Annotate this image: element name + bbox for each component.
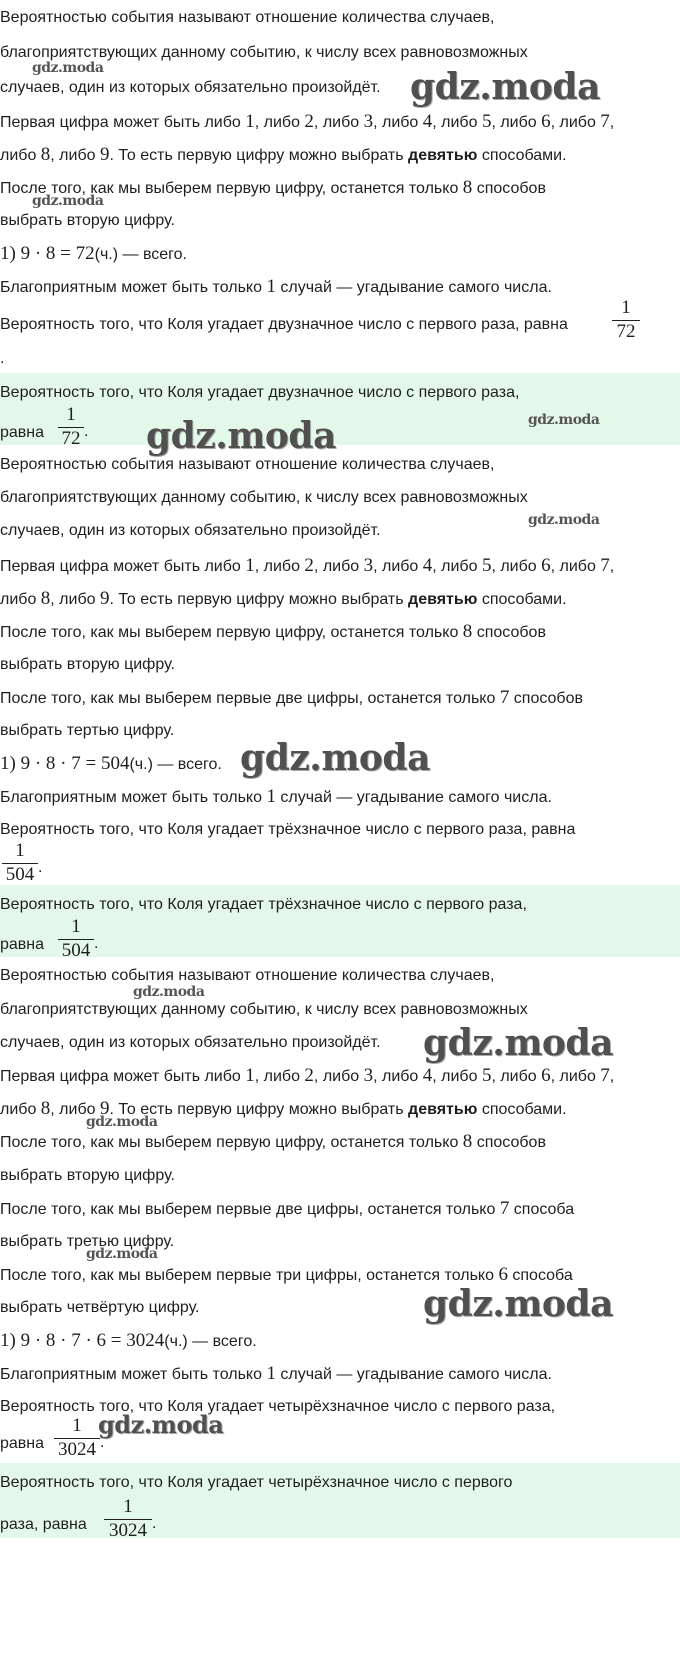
second-digit-line: После того, как мы выберем первую цифру, останется только 8 способов [0, 177, 546, 198]
calculation: 1) 9 · 8 · 7 · 6 = 3024(ч.) — всего. [0, 1330, 257, 1351]
nine-ways-line: либо 8, либо 9. То есть первую цифру можно выбрать девятью способами. [0, 588, 567, 609]
watermark: gdz.moda [32, 193, 104, 209]
definition-line-1: Вероятностью события называют отношение количества случаев, [0, 9, 495, 26]
watermark: gdz.moda [528, 412, 600, 428]
period: . [84, 423, 89, 440]
watermark: gdz.moda [86, 1114, 158, 1130]
answer-fraction: 1 504 [58, 917, 94, 961]
first-digit-line: Первая цифра может быть либо 1, либо 2, либо 3, либо 4, либо 5, либо 6, либо 7, [0, 111, 615, 132]
watermark: gdz.moda [86, 1246, 158, 1262]
definition-line-2: благоприятствующих данному событию, к числу всех равновозможных [0, 489, 528, 506]
answer-line-1: Вероятность того, что Коля угадает трёхзначное число с первого раза, [0, 896, 527, 913]
third-digit-line: После того, как мы выберем первые две цифры, останется только 7 способов [0, 687, 583, 708]
answer-box [0, 1463, 680, 1541]
period: . [38, 859, 43, 876]
nine-ways-line: либо 8, либо 9. То есть первую цифру можно выбрать девятью способами. [0, 144, 567, 165]
watermark: gdz.moda [240, 737, 430, 779]
probability-fraction: 1 3024 [54, 1416, 100, 1460]
third-digit-line-cont: выбрать третью цифру. [0, 1233, 175, 1250]
calculation: 1) 9 · 8 · 7 = 504(ч.) — всего. [0, 753, 222, 774]
fourth-digit-line: После того, как мы выберем первые три цифры, останется только 6 способа [0, 1264, 573, 1285]
second-digit-line-cont: выбрать вторую цифру. [0, 1167, 175, 1184]
definition-line-3: случаев, один из которых обязательно произойдёт. [0, 79, 381, 96]
watermark: gdz.moda [133, 984, 205, 1000]
answer-line-2: равна [0, 424, 45, 441]
definition-line-1: Вероятностью события называют отношение количества случаев, [0, 456, 495, 473]
third-digit-line-cont: выбрать тертью цифру. [0, 722, 175, 739]
definition-line-3: случаев, один из которых обязательно произойдёт. [0, 1034, 381, 1051]
first-digit-line: Первая цифра может быть либо 1, либо 2, либо 3, либо 4, либо 5, либо 6, либо 7, [0, 1065, 615, 1086]
nine-ways-line: либо 8, либо 9. То есть первую цифру можно выбрать девятью способами. [0, 1098, 567, 1119]
answer-line-2: равна [0, 936, 45, 953]
calculation: 1) 9 · 8 = 72(ч.) — всего. [0, 243, 187, 264]
definition-line-3: случаев, один из которых обязательно произойдёт. [0, 522, 381, 539]
answer-fraction: 1 72 [58, 405, 84, 449]
answer-fraction: 1 3024 [104, 1497, 152, 1541]
watermark: gdz.moda [423, 1022, 613, 1064]
answer-line-1: Вероятность того, что Коля угадает четырёхзначное число с первого [0, 1474, 513, 1491]
watermark: gdz.moda [423, 1283, 613, 1325]
answer-box [0, 885, 680, 961]
probability-line: Вероятность того, что Коля угадает трёхзначное число с первого раза, равна [0, 821, 576, 838]
favorable-line: Благоприятным может быть только 1 случай — угадывание самого числа. [0, 276, 552, 297]
first-digit-line: Первая цифра может быть либо 1, либо 2, либо 3, либо 4, либо 5, либо 6, либо 7, [0, 555, 615, 576]
answer-line-1: Вероятность того, что Коля угадает двузначное число с первого раза, [0, 384, 520, 401]
answer-box [0, 373, 680, 449]
period: . [0, 350, 5, 367]
favorable-line: Благоприятным может быть только 1 случай — угадывание самого числа. [0, 1363, 552, 1384]
third-digit-line: После того, как мы выберем первые две цифры, останется только 7 способа [0, 1198, 575, 1219]
second-digit-line: После того, как мы выберем первую цифру, останется только 8 способов [0, 621, 546, 642]
definition-line-2: благоприятствующих данному событию, к числу всех равновозможных [0, 44, 528, 61]
watermark: gdz.moda [32, 60, 104, 76]
probability-fraction: 1 504 [2, 841, 38, 885]
probability-fraction: 1 72 [612, 298, 640, 342]
fourth-digit-line-cont: выбрать четвёртую цифру. [0, 1299, 200, 1316]
favorable-line: Благоприятным может быть только 1 случай — угадывание самого числа. [0, 786, 552, 807]
second-digit-line: После того, как мы выберем первую цифру, останется только 8 способов [0, 1131, 546, 1152]
period: . [100, 1434, 105, 1451]
definition-line-1: Вероятностью события называют отношение количества случаев, [0, 967, 495, 984]
definition-line-2: благоприятствующих данному событию, к числу всех равновозможных [0, 1001, 528, 1018]
watermark: gdz.moda [98, 1410, 224, 1439]
probability-line-2: равна [0, 1435, 45, 1452]
probability-line: Вероятность того, что Коля угадает двузначное число с первого раза, равна [0, 316, 568, 333]
watermark: gdz.moda [146, 415, 336, 457]
period: . [94, 935, 99, 952]
second-digit-line-cont: выбрать вторую цифру. [0, 656, 175, 673]
answer-line-2: раза, равна [0, 1516, 87, 1533]
probability-line-1: Вероятность того, что Коля угадает четырёхзначное число с первого раза, [0, 1398, 556, 1415]
watermark: gdz.moda [528, 512, 600, 528]
second-digit-line-cont: выбрать вторую цифру. [0, 212, 175, 229]
period: . [152, 1515, 157, 1532]
watermark: gdz.moda [410, 66, 600, 108]
